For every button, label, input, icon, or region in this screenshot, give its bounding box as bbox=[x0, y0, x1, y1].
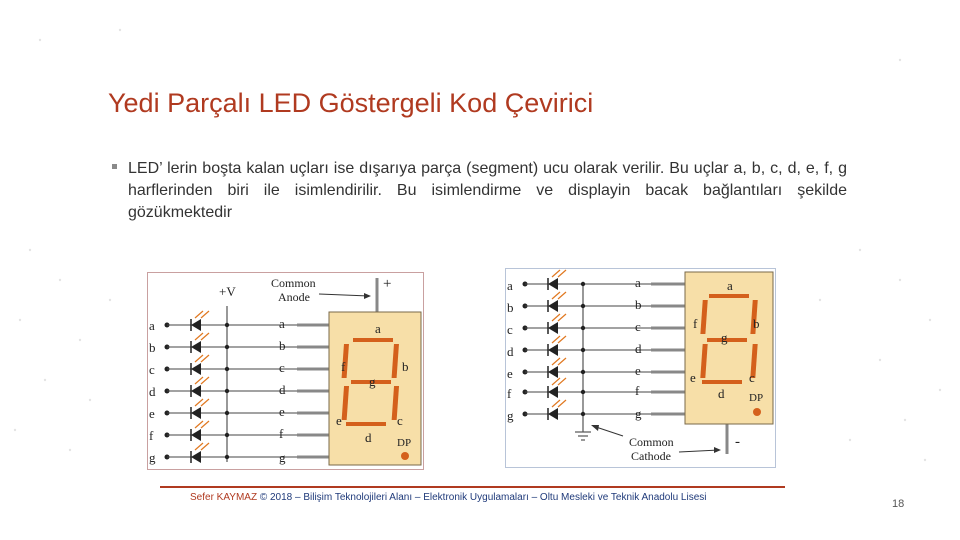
anode-left-label-b: b bbox=[149, 340, 156, 355]
common-cathode-figure bbox=[505, 268, 777, 468]
cathode-polarity: - bbox=[735, 434, 740, 450]
anode-dp-label: DP bbox=[397, 437, 412, 449]
bullet-text: LED’ lerin boşta kalan uçları ise dışarıya parça (segment) ucu olarak verilir. Bu uçlar a, b, c, d, e, f, g harflerinden biri ile isimlendirilir. Bu isimlendirme ve displayin bacak bağlantıları şekilde gözükmektedir bbox=[128, 160, 847, 221]
cathode-seg-b: b bbox=[753, 316, 760, 331]
anode-seg-e: e bbox=[336, 413, 342, 428]
cathode-seg-d: d bbox=[718, 386, 725, 401]
cathode-seg-g: g bbox=[721, 330, 728, 345]
supply-label: +V bbox=[219, 284, 236, 299]
cathode-left-label-f: f bbox=[507, 386, 512, 401]
cathode-pin-label-b: b bbox=[635, 297, 642, 312]
anode-left-label-e: e bbox=[149, 406, 155, 421]
cathode-left-label-b: b bbox=[507, 300, 514, 315]
anode-polarity: + bbox=[383, 276, 392, 292]
cathode-seg-e: e bbox=[690, 370, 696, 385]
footer-author: Sefer KAYMAZ bbox=[190, 492, 258, 503]
cathode-pin-label-a: a bbox=[635, 275, 641, 290]
anode-pin-label-g: g bbox=[279, 450, 286, 465]
cathode-seg-c: c bbox=[749, 370, 755, 385]
anode-left-label-d: d bbox=[149, 384, 156, 399]
anode-seg-a: a bbox=[375, 321, 381, 336]
cathode-pin-label-e: e bbox=[635, 363, 641, 378]
anode-pin-label-a: a bbox=[279, 316, 285, 331]
cathode-type-label-line1: Common bbox=[629, 435, 674, 449]
anode-left-label-g: g bbox=[149, 450, 156, 465]
cathode-type-label-line2: Cathode bbox=[631, 449, 671, 463]
anode-pin-label-e: e bbox=[279, 404, 285, 419]
anode-pin-label-f: f bbox=[279, 426, 284, 441]
cathode-left-label-d: d bbox=[507, 344, 514, 359]
cathode-pin-label-g: g bbox=[635, 406, 642, 421]
cathode-dp-label: DP bbox=[749, 392, 764, 404]
footer bbox=[190, 492, 707, 503]
anode-seg-d: d bbox=[365, 430, 372, 445]
cathode-left-label-c: c bbox=[507, 322, 513, 337]
cathode-left-label-a: a bbox=[507, 278, 513, 293]
cathode-pin-label-c: c bbox=[635, 319, 641, 334]
footer-text: © 2018 – Bilişim Teknolojileri Alanı – Elektronik Uygulamaları – Oltu Mesleki ve Teknik Anadolu Lisesi bbox=[257, 492, 707, 503]
anode-left-label-c: c bbox=[149, 362, 155, 377]
footer-rule bbox=[160, 486, 785, 488]
cathode-seg-a: a bbox=[727, 278, 733, 293]
anode-pin-label-b: b bbox=[279, 338, 286, 353]
anode-seg-c: c bbox=[397, 413, 403, 428]
cathode-left-label-e: e bbox=[507, 366, 513, 381]
anode-left-label-f: f bbox=[149, 428, 154, 443]
anode-pin-label-c: c bbox=[279, 360, 285, 375]
anode-type-label-line1: Common bbox=[271, 276, 316, 290]
anode-seg-b: b bbox=[402, 359, 409, 374]
page-number: 18 bbox=[892, 498, 905, 510]
cathode-seg-f: f bbox=[693, 316, 698, 331]
bullet-item bbox=[112, 158, 847, 224]
anode-type-label-line2: Anode bbox=[278, 290, 310, 304]
common-anode-figure bbox=[147, 272, 425, 470]
bullet-marker bbox=[112, 164, 117, 169]
anode-seg-g: g bbox=[369, 374, 376, 389]
cathode-left-label-g: g bbox=[507, 408, 514, 423]
anode-pin-label-d: d bbox=[279, 382, 286, 397]
slide-title: Yedi Parçalı LED Göstergeli Kod Çevirici bbox=[108, 88, 594, 118]
cathode-pin-label-f: f bbox=[635, 383, 640, 398]
anode-seg-f: f bbox=[341, 359, 346, 374]
anode-left-label-a: a bbox=[149, 318, 155, 333]
cathode-pin-label-d: d bbox=[635, 341, 642, 356]
